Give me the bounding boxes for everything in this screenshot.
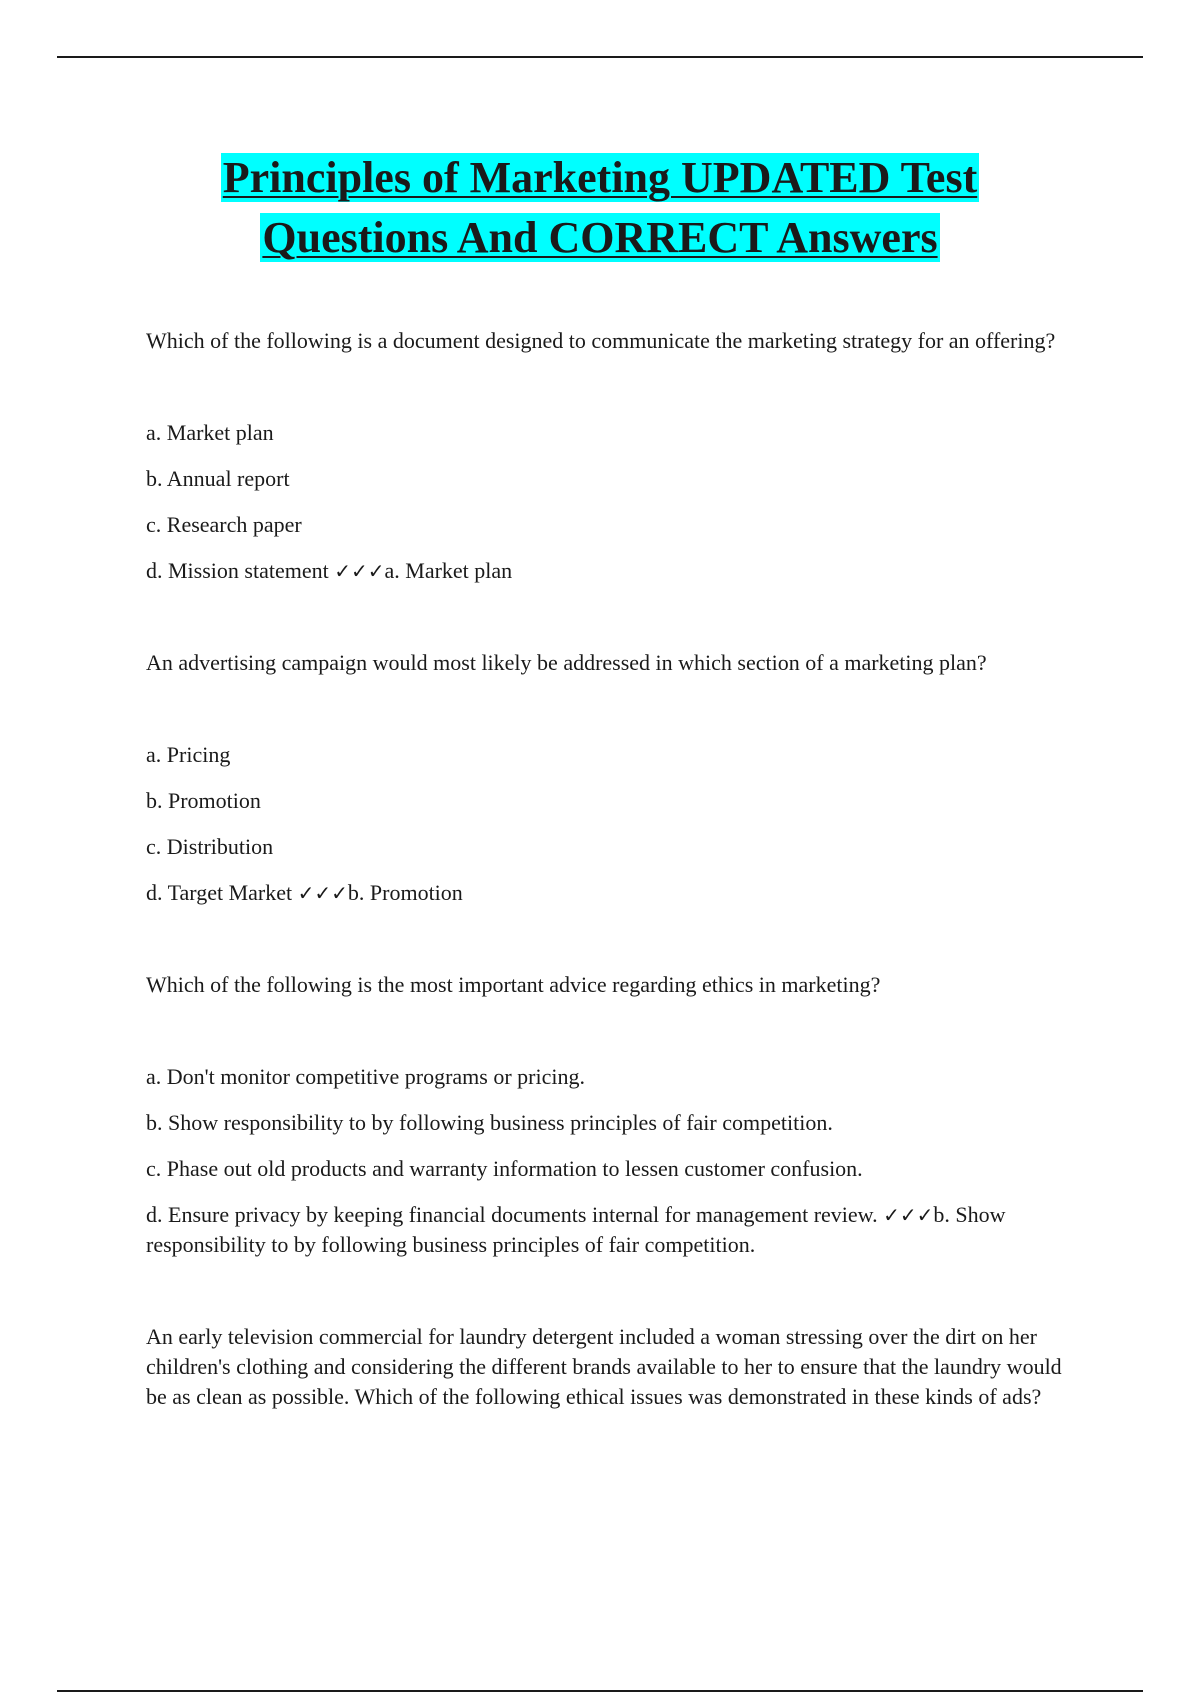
option-b: b. Annual report: [146, 466, 290, 491]
question-text: An early television commercial for laundry detergent included a woman stressing over the dirt on her children's clothing and considering the different brands available to her to ensure that the laundry would be as clean as possible. Which of the following ethical issues was demonstrated in these kinds of ads?: [146, 1324, 1062, 1409]
question-text: Which of the following is a document designed to communicate the marketing strategy for an offering?: [146, 328, 1056, 353]
correct-answer: a. Market plan: [384, 558, 513, 583]
question-block-2: [146, 648, 1066, 908]
option-a: a. Pricing: [146, 742, 231, 767]
option-d-with-answer: [146, 556, 1066, 586]
option-c: c. Phase out old products and warranty information to lessen customer confusion.: [146, 1156, 863, 1181]
checkmarks: ✓✓✓: [297, 881, 348, 905]
correct-answer: b. Promotion: [347, 880, 463, 905]
option-d: d. Target Market: [146, 880, 293, 905]
option-b: b. Promotion: [146, 788, 261, 813]
page-title: [0, 148, 1200, 268]
title-line-2: Questions And CORRECT Answers: [262, 213, 938, 262]
question-block-1: [146, 326, 1066, 586]
option-d: d. Ensure privacy by keeping financial documents internal for management review.: [146, 1202, 878, 1227]
question-block-3: [146, 970, 1066, 1260]
top-rule: [57, 56, 1143, 58]
option-a: a. Don't monitor competitive programs or pricing.: [146, 1064, 585, 1089]
option-d: d. Mission statement: [146, 558, 329, 583]
question-text: An advertising campaign would most likely be addressed in which section of a marketing plan?: [146, 650, 987, 675]
title-line-1: Principles of Marketing UPDATED Test: [222, 153, 978, 202]
checkmarks: ✓✓✓: [883, 1203, 934, 1227]
bottom-rule: [57, 1690, 1143, 1692]
question-list: [146, 326, 1066, 1474]
option-c: c. Research paper: [146, 512, 302, 537]
option-c: c. Distribution: [146, 834, 274, 859]
option-d-with-answer: [146, 1200, 1066, 1260]
checkmarks: ✓✓✓: [334, 559, 385, 583]
option-b: b. Show responsibility to by following business principles of fair competition.: [146, 1110, 833, 1135]
question-block-4: [146, 1322, 1066, 1412]
correct-answer: b. Show responsibility to by following business principles of fair competition.: [146, 1202, 1006, 1257]
question-text: Which of the following is the most important advice regarding ethics in marketing?: [146, 972, 881, 997]
option-d-with-answer: [146, 878, 1066, 908]
option-a: a. Market plan: [146, 420, 274, 445]
